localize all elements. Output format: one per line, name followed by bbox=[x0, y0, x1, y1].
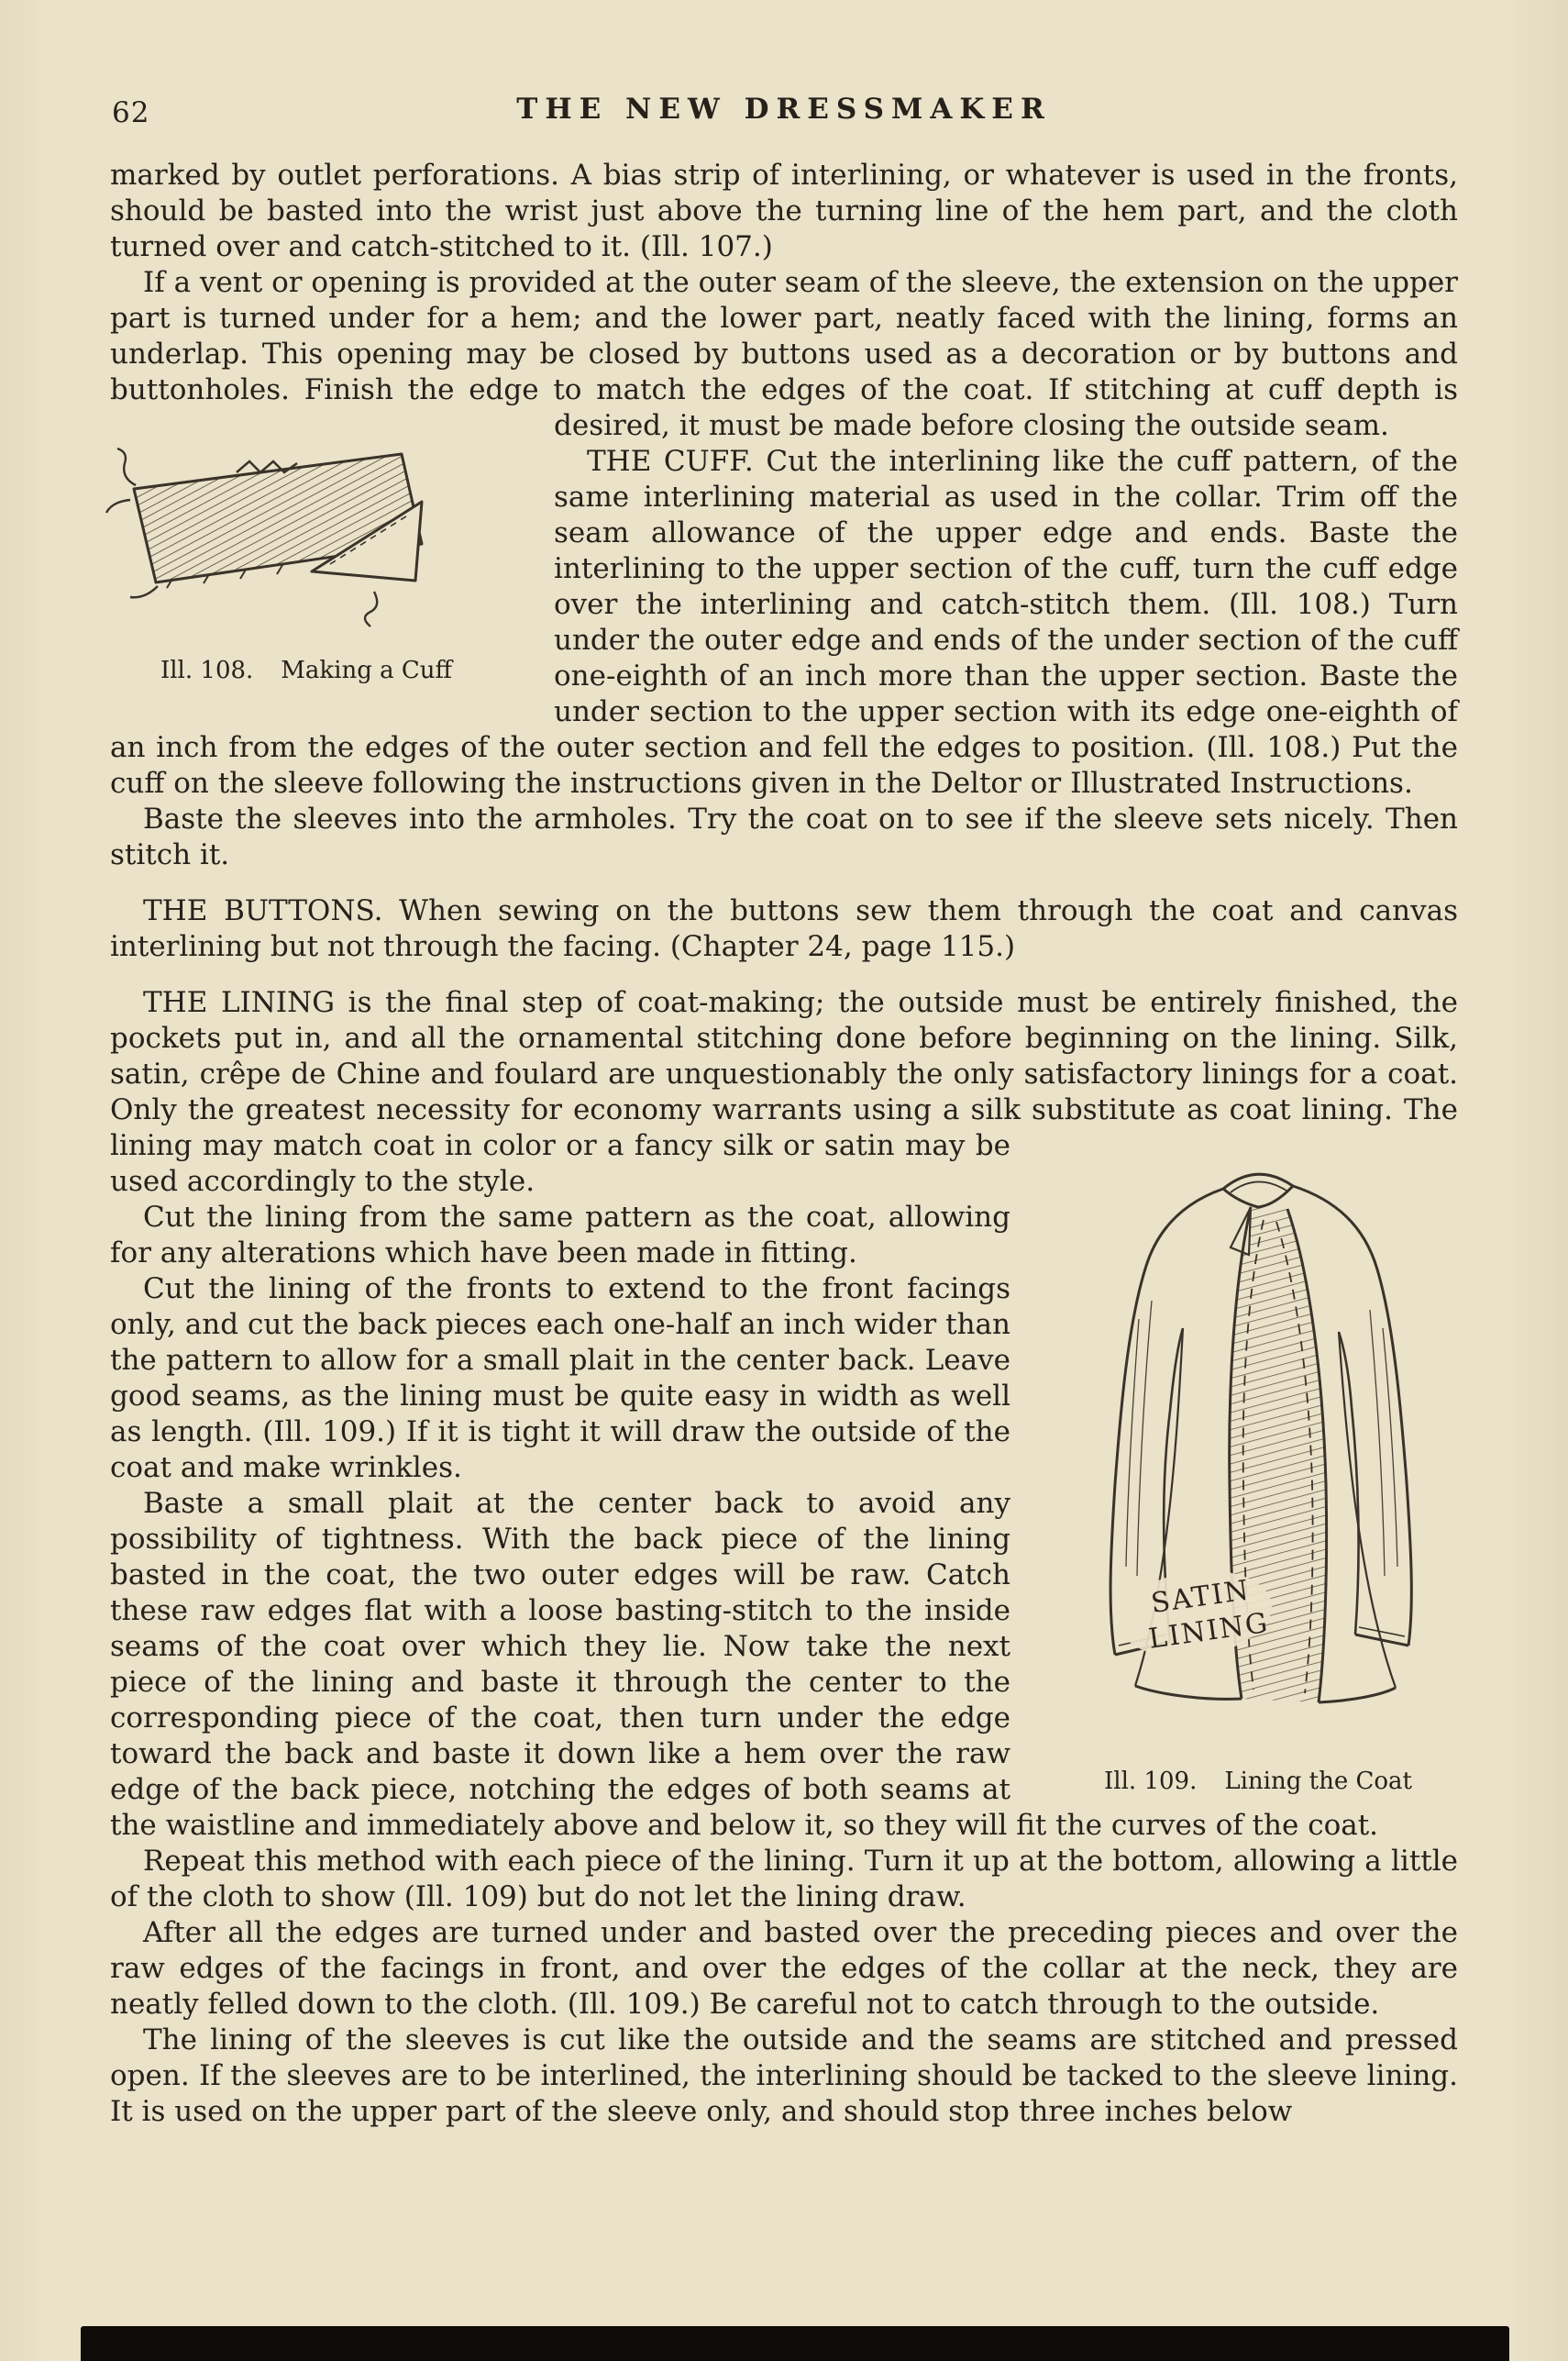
para-hem-continuation bbox=[110, 158, 1458, 265]
coat-illustration bbox=[1051, 1136, 1465, 1759]
page-title: THE NEW DRESSMAKER bbox=[516, 93, 1052, 126]
para-text: THE CUFF. Cut the interlining like the cuff pattern, of the same interlining material as used in the collar. Trim off the seam allowance of the upper edge and ends. Baste the interlining to the upper section of the cuff, turn the cuff edge over the interlining and catch-stitch them. (Ill. 108.) Turn under the outer edge and ends of the under section of the cuff one-eighth of an inch more than the upper section. Baste the under section to the upper section with its edge one-eighth of an inch from the edges of the outer section and fell the edges to position. (Ill. 108.) Put the cuff on the sleeve following the instructions given in the Deltor or Illustrated Instructions. bbox=[110, 445, 1458, 800]
para-text: at cuff depth is desired, it must be made before closing the outside seam. bbox=[554, 373, 1459, 442]
para-text: Cut the lining of the fronts to extend to the front facings only, and cut the back pieces each one-half an inch wider than the pattern to allow for a small plait in the center back. Leave good seams, as the lining must be quite easy in width as well as length. (Ill. 109.) If it is tight it will draw the outside of the coat and make wrinkles. bbox=[110, 1272, 1010, 1484]
cuff-illustration bbox=[99, 417, 513, 648]
para-text: Repeat this method with each piece of the lining. Turn it up at the bottom, allowing a little of the cloth to show (Ill. 109) but do not let the lining draw. bbox=[110, 1845, 1458, 1913]
page-number: 62 bbox=[112, 96, 150, 129]
satin-lining-label-line1: SATIN bbox=[1149, 1574, 1253, 1621]
para-text: After all the edges are turned under and basted over the preceding pieces and over the raw edges of the facings in front, and over the edges of the collar at the neck, they are neatly felled down to the cloth. (Ill. 109.) Be careful not to catch through to the outside. bbox=[110, 1916, 1458, 2021]
para-text: Baste a small plait at the center back to avoid any possibility of tightness. With the back piece of the lining basted in the coat, the two outer edges will be raw. Catch these raw edges flat with a loose basting-stitch to the inside seams of the coat over which they lie. Now take the next piece of the lining and baste it through the center to the corresponding piece of the coat, then turn under the edge toward the back and baste it down like a hem over the raw edge of the back piece, notching the edges of both seams at the waistline and immediately above and below it, so they will fit the curves of the coat. bbox=[110, 1487, 1379, 1842]
para-text: THE BUTTONS. When sewing on the buttons sew them through the coat and canvas interlining but not through the facing. (Chapter 24, page 115.) bbox=[110, 894, 1458, 963]
para-text: marked by outlet perforations. A bias strip of interlining, or whatever is used in the fronts, should be basted into the wrist just above the turning line of the hem part, and the cloth turned over and catch-stitched to it. (Ill. 107.) bbox=[110, 159, 1458, 263]
para-baste-sleeves bbox=[110, 802, 1458, 873]
satin-lining-label-line2: LINING bbox=[1146, 1606, 1272, 1656]
figure-109-title: Lining the Coat bbox=[1224, 1768, 1412, 1795]
figure-109-caption bbox=[1051, 1767, 1465, 1796]
para-edges-felled bbox=[110, 1915, 1458, 2023]
para-text: Baste the sleeves into the armholes. Try the coat on to see if the sleeve sets nicely. Then stitch it. bbox=[110, 803, 1458, 871]
para-text: Cut the lining from the same pattern as the coat, allowing for any alterations which have been made in fitting. bbox=[110, 1201, 1010, 1269]
figure-108-making-a-cuff bbox=[99, 417, 513, 685]
para-sleeve-lining bbox=[110, 2023, 1458, 2130]
figure-108-label: Ill. 108. bbox=[160, 657, 254, 684]
para-text: THE LINING is the final step of coat-making; the outside must be entirely finished, the pockets put in, and all the ornamental stitching done before beginning on the lining. Silk, satin, crêpe de Chine and foulard are unquestionably the only satisfactory linings for a coat. Only the greatest necessity for economy warrants using a silk substitute as coat bbox=[110, 986, 1458, 1126]
page-body bbox=[110, 158, 1458, 2130]
page-header bbox=[110, 92, 1458, 134]
scan-artifact-bar bbox=[81, 2326, 1509, 2361]
figure-109-lining-the-coat bbox=[1051, 1136, 1465, 1796]
para-repeat-method bbox=[110, 1844, 1458, 1915]
para-text: The lining of the sleeves is cut like the outside and the seams are stitched and pressed open. If the sleeves are to be interlined, the interlining should be tacked to the sleeve lining. It is used on the upper part of the sleeve only, and should stop three inches below bbox=[110, 2023, 1458, 2128]
figure-109-label: Ill. 109. bbox=[1104, 1768, 1198, 1795]
figure-108-title: Making a Cuff bbox=[281, 657, 453, 684]
para-text: lining. The lining may match coat in color or a fancy silk or satin may be used accordingly to the style. bbox=[110, 1093, 1458, 1198]
para-the-buttons bbox=[110, 893, 1458, 965]
para-text: If a vent or opening is provided at the outer seam of the sleeve, the extension on the upper part is turned under for a hem; and the lower part, neatly faced with the lining, forms an underlap. This opening may be closed by buttons used as a decoration or by buttons and buttonholes. Finish the edge to match the edges of the coat. If stitching bbox=[110, 266, 1458, 406]
figure-108-caption bbox=[99, 656, 513, 685]
